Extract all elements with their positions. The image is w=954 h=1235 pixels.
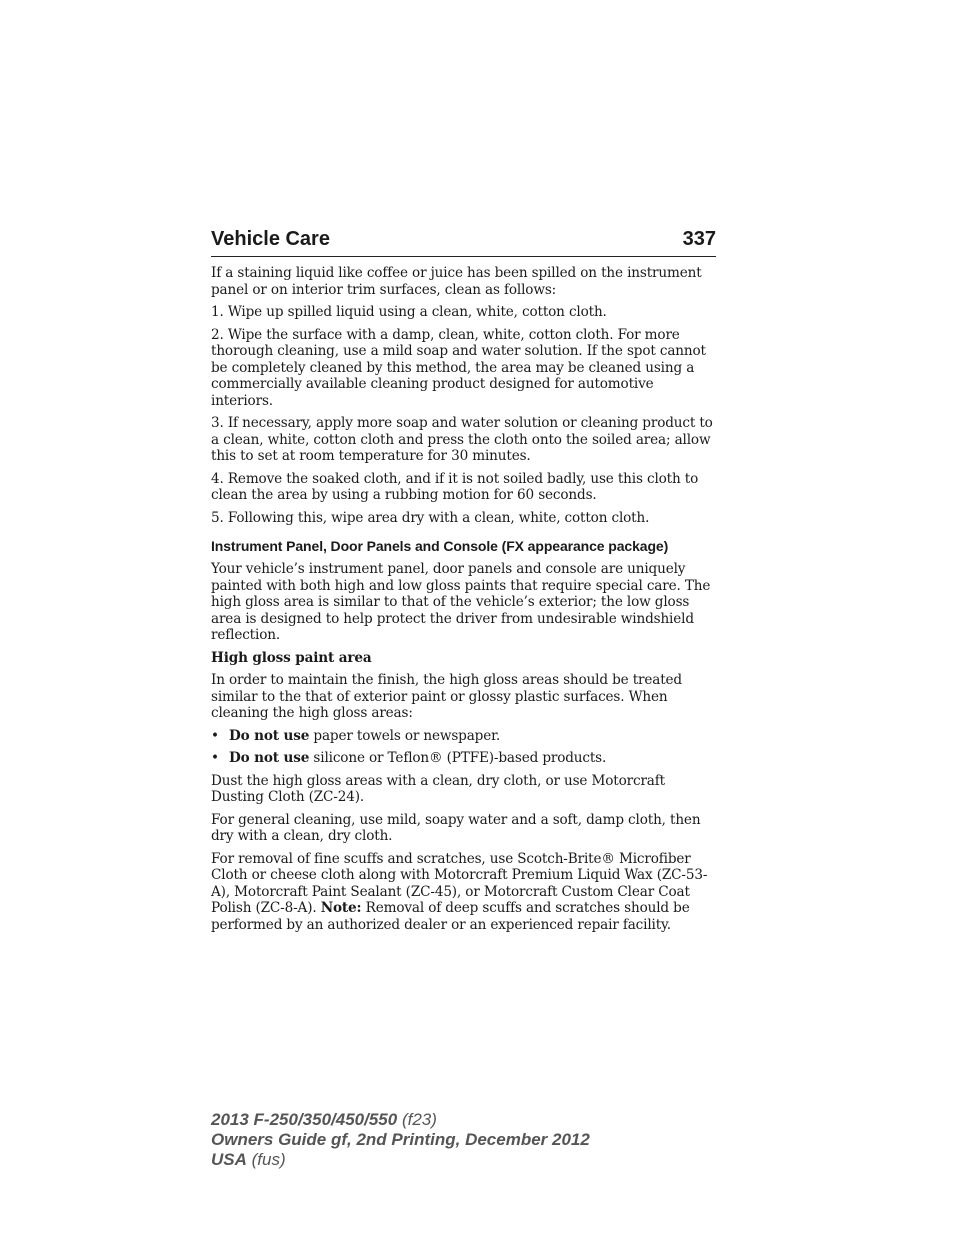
bullet-rest: silicone or Teflon® (PTFE)-based products. [309, 750, 607, 766]
footer-market: USA [211, 1150, 247, 1169]
bullet-rest: paper towels or newspaper. [309, 727, 501, 744]
footer-model: 2013 F-250/350/450/550 [211, 1110, 398, 1129]
note-label: Note: [320, 900, 362, 916]
scuffs-paragraph [211, 851, 716, 934]
footer-line-market [211, 1150, 590, 1170]
footer-market-code: (fus) [246, 1150, 286, 1169]
general-cleaning-paragraph: For general cleaning, use mild, soapy water and a soft, damp cloth, then dry with a clean, dry cloth. [211, 811, 701, 844]
page-footer [211, 1110, 590, 1170]
bullet-item [211, 750, 716, 767]
dust-paragraph: Dust the high gloss areas with a clean, dry cloth, or use Motorcraft Dusting Cloth (ZC-24). [211, 772, 665, 805]
intro-paragraph: If a staining liquid like coffee or juice has been spilled on the instrument panel or on interior trim surfaces, clean as follows: [211, 265, 702, 298]
bullet-bold: Do not use [229, 727, 310, 744]
step-5: 5. Following this, wipe area dry with a clean, white, cotton cloth. [211, 509, 650, 526]
scuffs-note-text: Removal of deep scuffs and scratches should be performed by an authorized dealer or an experienced repair facility. [211, 900, 690, 933]
bullet-dot-icon: • [211, 750, 219, 766]
bullet-bold: Do not use [229, 750, 310, 766]
subheading-high-gloss: High gloss paint area [211, 649, 372, 666]
footer-model-code: (f23) [397, 1110, 437, 1129]
bullet-text [229, 728, 500, 745]
body-text [211, 265, 716, 933]
step-1: 1. Wipe up spilled liquid using a clean, white, cotton cloth. [211, 304, 607, 320]
bullet-dot-icon: • [211, 727, 219, 744]
maintain-paragraph: In order to maintain the finish, the high gloss areas should be treated similar to the that of exterior paint or glossy plastic surfaces. When cleaning the high gloss areas: [211, 672, 682, 721]
step-3: 3. If necessary, apply more soap and water solution or cleaning product to a clean, white, cotton cloth and press the cloth onto the soiled area; allow this to set at room temperature for 30 minutes. [211, 415, 713, 464]
step-2: 2. Wipe the surface with a damp, clean, white, cotton cloth. For more thorough cleaning, use a mild soap and water solution. If the spot cannot be completely cleaned by this method, the area may be cleaned using a commercially available cleaning product designed for automotive interiors. [211, 326, 706, 409]
page-number: 337 [682, 228, 716, 250]
page-title: Vehicle Care [211, 228, 330, 250]
bullet-text [229, 750, 606, 767]
section-heading: Instrument Panel, Door Panels and Console (FX appearance package) [211, 538, 669, 554]
page-header [211, 228, 716, 257]
page-content [211, 228, 716, 939]
bullet-item [211, 728, 716, 745]
step-4: 4. Remove the soaked cloth, and if it is not soiled badly, use this cloth to clean the area by using a rubbing motion for 60 seconds. [211, 470, 699, 503]
section-intro: Your vehicle’s instrument panel, door panels and console are uniquely painted with both high and low gloss paints that require special care. The high gloss area is similar to that of the vehicle’s exterior; the low gloss area is designed to help protect the driver from undesirable windshield reflection. [211, 561, 711, 643]
scuffs-text: For removal of fine scuffs and scratches, use Scotch-Brite® Microfiber Cloth or cheese cloth along with Motorcraft Premium Liquid Wax (ZC-53-A), Motorcraft Paint Sealant (ZC-45), or Motorcraft Custom Clear Coat Polish (ZC-8-A). [211, 850, 708, 916]
footer-line-model [211, 1110, 590, 1130]
footer-line-guide: Owners Guide gf, 2nd Printing, December 2012 [211, 1130, 590, 1149]
